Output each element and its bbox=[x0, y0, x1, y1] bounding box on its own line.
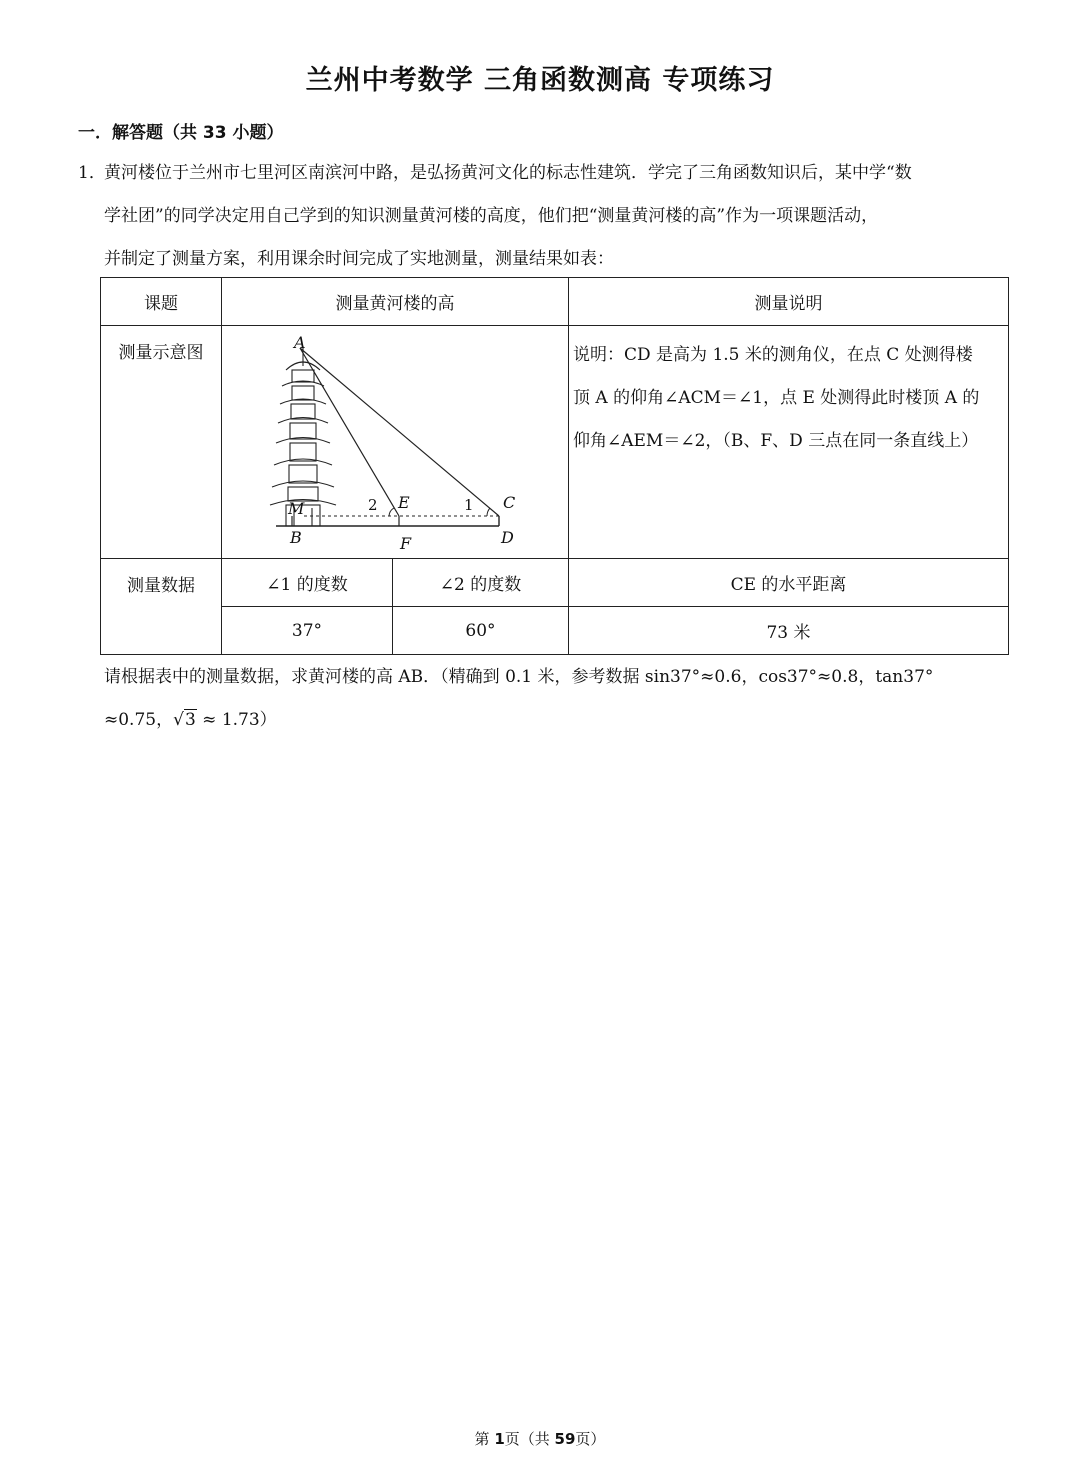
label-d: D bbox=[501, 528, 514, 547]
angle-1-label: 1 bbox=[464, 496, 474, 514]
problem-number: 1． bbox=[78, 163, 106, 183]
data-value-angle2: 60° bbox=[393, 607, 569, 655]
explain-line-2: 顶 A 的仰角∠ACM＝∠1，点 E 处测得此时楼顶 A 的 bbox=[573, 388, 980, 408]
data-label: 测量数据 bbox=[101, 559, 222, 655]
data-value-angle1: 37° bbox=[222, 607, 393, 655]
question-line-1: 请根据表中的测量数据，求黄河楼的高 AB．（精确到 0.1 米，参考数据 sin37°≈0.6，cos37°≈0.8，tan37° bbox=[104, 667, 934, 687]
measurement-diagram bbox=[222, 326, 567, 558]
question-line-2 bbox=[104, 699, 1014, 742]
measurement-table bbox=[100, 277, 1009, 655]
angle-2-arc bbox=[389, 508, 394, 516]
sqrt-expression bbox=[173, 699, 197, 742]
page-footer bbox=[0, 1428, 1080, 1449]
footer-page-number: 1 bbox=[494, 1430, 505, 1448]
data-header-distance: CE 的水平距离 bbox=[569, 559, 1009, 607]
footer-pre: 第 bbox=[474, 1430, 495, 1448]
sqrt-symbol: √ bbox=[173, 710, 184, 730]
header-measure: 测量黄河楼的高 bbox=[222, 278, 569, 326]
label-c: C bbox=[503, 493, 516, 512]
problem-text-line-3: 并制定了测量方案，利用课余时间完成了实地测量，测量结果如表： bbox=[104, 249, 614, 269]
question-text bbox=[104, 656, 1014, 742]
problem-text-line-2: 学社团”的同学决定用自己学到的知识测量黄河楼的高度，他们把“测量黄河楼的高”作为一项课题活动， bbox=[104, 206, 879, 226]
question-line-2-pre: ≈0.75， bbox=[104, 710, 174, 730]
problem-1 bbox=[78, 152, 1008, 281]
angle-2-label: 2 bbox=[368, 496, 378, 514]
line-ae bbox=[300, 348, 399, 516]
page-title: 兰州中考数学 三角函数测高 专项练习 bbox=[305, 65, 775, 96]
data-header-angle1: ∠1 的度数 bbox=[222, 559, 393, 607]
line-ac bbox=[300, 348, 499, 516]
label-f: F bbox=[400, 534, 412, 553]
data-value-distance: 73 米 bbox=[569, 607, 1009, 655]
explain-line-3: 仰角∠AEM＝∠2，（B、F、D 三点在同一条直线上） bbox=[573, 431, 979, 451]
footer-total-pages: 59 bbox=[554, 1430, 576, 1448]
data-header-angle2: ∠2 的度数 bbox=[393, 559, 569, 607]
label-e: E bbox=[398, 493, 410, 512]
explain-cell bbox=[569, 326, 1009, 559]
explain-line-1: 说明：CD 是高为 1.5 米的测角仪，在点 C 处测得楼 bbox=[573, 345, 973, 365]
footer-mid: 页（共 bbox=[504, 1430, 555, 1448]
section-heading: 一．解答题（共 33 小题） bbox=[78, 123, 284, 143]
diagram-label: 测量示意图 bbox=[101, 326, 222, 559]
problem-text-line-1: 黄河楼位于兰州市七里河区南滨河中路，是弘扬黄河文化的标志性建筑．学完了三角函数知识后，某中学“数 bbox=[104, 163, 912, 183]
footer-post: 页） bbox=[575, 1430, 606, 1448]
header-explain: 测量说明 bbox=[569, 278, 1009, 326]
label-a: A bbox=[294, 333, 306, 352]
diagram-cell bbox=[222, 326, 569, 559]
header-topic: 课题 bbox=[101, 278, 222, 326]
sqrt-value: 3 bbox=[184, 710, 196, 730]
question-line-2-post: ≈ 1.73） bbox=[196, 710, 277, 730]
label-b: B bbox=[290, 528, 302, 547]
label-m: M bbox=[288, 499, 305, 518]
angle-1-arc bbox=[487, 508, 490, 516]
